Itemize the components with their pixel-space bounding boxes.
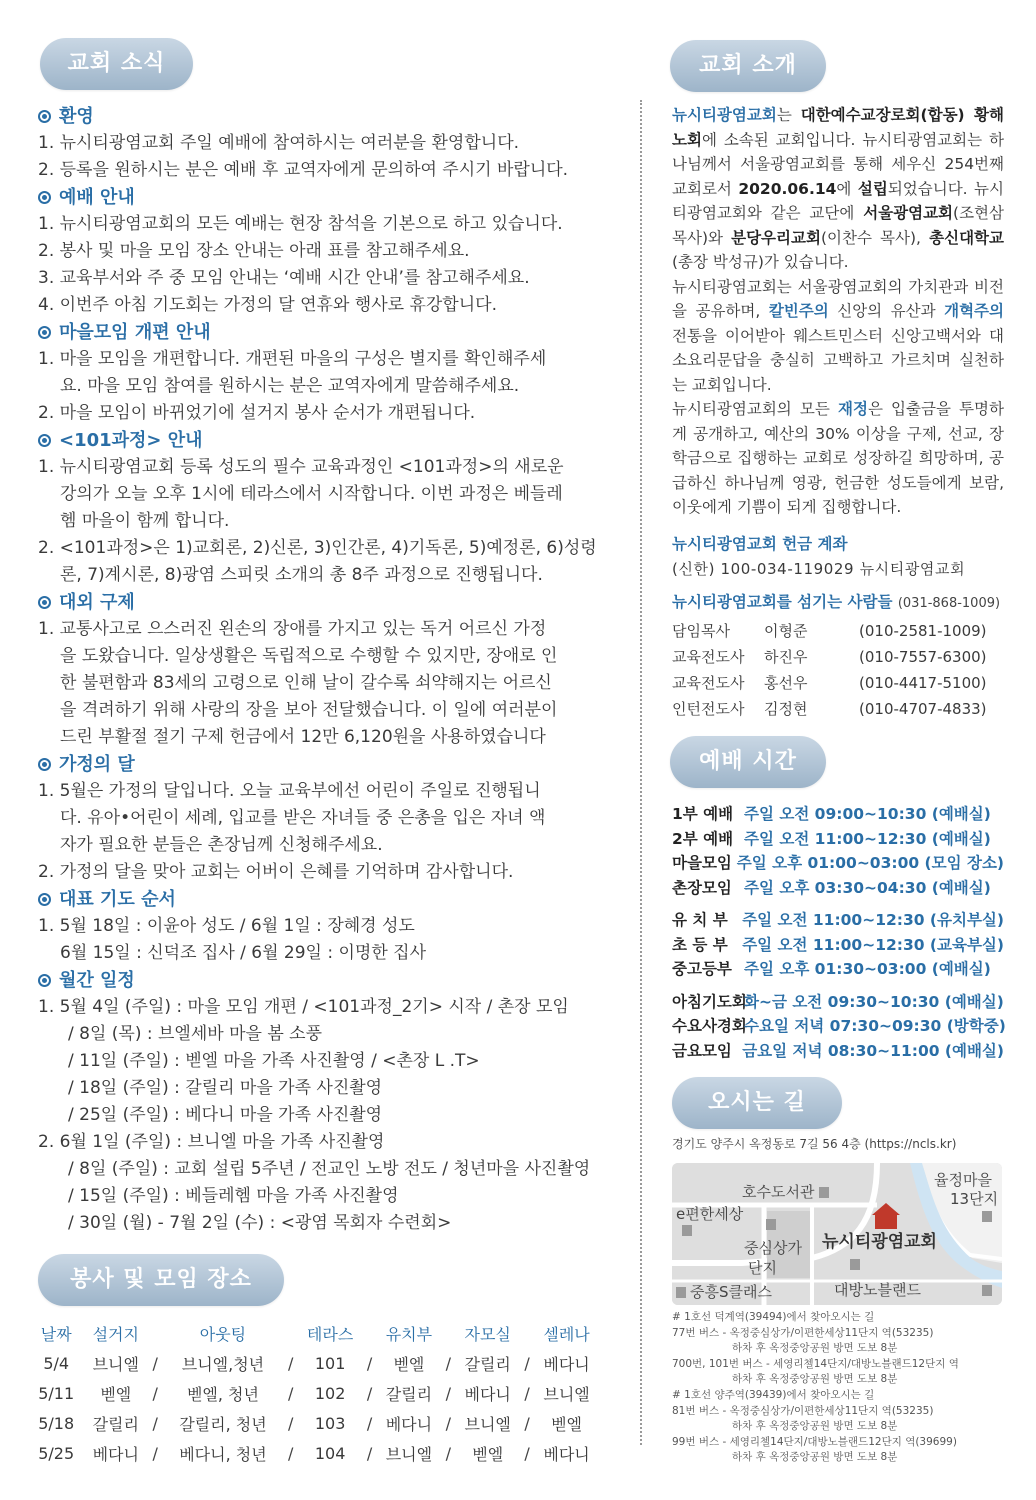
- worship-name: 2부 예배: [672, 829, 734, 848]
- account-title: 뉴시티광염교회 헌금 계좌: [672, 535, 848, 553]
- worship-time: 주일 오후 03:30~04:30 (예배실): [744, 878, 991, 897]
- worship-name: 초 등 부: [672, 935, 728, 954]
- section-heading: [38, 427, 616, 454]
- intro-text: 에 소속된 교회입니다. 뉴시티광염교회는 하나님께서 서울광염교회를 통해 세우신 254번째 교회로서: [672, 130, 1004, 198]
- map-label-jungheung: 중흥S클래스: [676, 1281, 772, 1302]
- news-line: 1. 뉴시티광염교회 주일 예배에 참여하시는 여러분을 환영합니다.: [38, 133, 520, 153]
- separator-slash: /: [152, 1443, 158, 1463]
- column-header: 설거지: [92, 1324, 139, 1344]
- intro-text: 는: [776, 106, 801, 124]
- table-cell: 벧엘: [393, 1354, 425, 1374]
- worship-schedule: [672, 802, 1004, 1071]
- worship-time: 주일 오후 01:30~03:00 (예배실): [744, 960, 991, 978]
- directions-text: [672, 1310, 1004, 1466]
- worship-name: 1부 예배: [672, 805, 734, 823]
- table-row: [30, 1408, 600, 1438]
- staff-cell: 교육전도사: [672, 674, 745, 692]
- news-line: 을 격려하기 위해 사랑의 장을 보아 전달했습니다. 이 일에 여러분이: [60, 700, 558, 720]
- worship-name: 촌장모임: [672, 878, 732, 897]
- column-spacer: [442, 1318, 454, 1348]
- news-line: 1. 5월은 가정의 달입니다. 오늘 교육부에선 어린이 주일로 진행됩니: [38, 781, 541, 801]
- table-cell: 브니엘: [92, 1354, 139, 1374]
- news-line: / 15일 (주일) : 베들레헴 마을 가족 사진촬영: [68, 1186, 399, 1206]
- worship-time: 주일 오전 11:00~12:30 (교육부실): [742, 935, 1004, 954]
- intro-title: 교회 소개: [670, 40, 826, 92]
- worship-group: [672, 990, 1004, 1064]
- offering-account: [672, 532, 1004, 582]
- news-line: / 18일 (주일) : 갈릴리 마을 가족 사진촬영: [68, 1078, 383, 1098]
- table-cell: 베다니, 청년: [179, 1444, 267, 1464]
- news-title: 교회 소식: [40, 38, 193, 90]
- directions-line: 99번 버스 - 세영리첼14단지/대방노블랜드12단지 역(39699): [672, 1435, 957, 1448]
- directions-line: 77번 버스 - 옥정중심상가/이편한세상11단지 역(53235): [672, 1326, 934, 1339]
- directions-title: 오시는 길: [672, 1077, 842, 1129]
- staff-list: [672, 590, 1004, 722]
- intro-text: 대한예수교장로회(합동) 황해노회: [672, 106, 1004, 149]
- table-cell: 갈릴리, 청년: [179, 1414, 267, 1434]
- worship-row: [672, 990, 1004, 1015]
- staff-cell: 하진우: [764, 648, 808, 666]
- intro-text: 에: [836, 179, 858, 198]
- intro-text: 뉴시티광염교회의 모든: [672, 400, 838, 418]
- table-row: [30, 1438, 600, 1468]
- separator-slash: /: [288, 1443, 294, 1463]
- news-line: 1. 교통사고로 으스러진 왼손의 장애를 가지고 있는 독거 어르신 가정: [38, 619, 547, 639]
- staff-cell: 홍선우: [764, 674, 808, 692]
- intro-text: 서울광염교회: [863, 204, 954, 222]
- staff-cell: 교육전도사: [672, 648, 745, 666]
- building-icon: [982, 1211, 992, 1222]
- directions-line: 하차 후 옥정중앙공원 방면 도보 8분: [732, 1342, 898, 1355]
- worship-time: 주일 오전 11:00~12:30 (예배실): [744, 829, 991, 848]
- worship-time: 주일 오전 11:00~12:30 (유치부실): [742, 911, 1004, 929]
- separator-slash: /: [445, 1353, 451, 1373]
- worship-name: 유 치 부: [672, 911, 728, 929]
- worship-time: 주일 오후 01:00~03:00 (모임 장소): [736, 854, 1004, 872]
- column-header: 자모실: [464, 1324, 511, 1344]
- building-icon: [850, 1259, 860, 1270]
- separator-slash: /: [445, 1383, 451, 1403]
- table-cell: 102: [314, 1383, 346, 1403]
- worship-row: [672, 957, 1004, 982]
- news-line: 요. 마을 모임 참여를 원하시는 분은 교역자에게 말씀해주세요.: [60, 376, 520, 396]
- news-line: 2. 봉사 및 마을 모임 장소 안내는 아래 표를 참고해주세요.: [38, 241, 470, 261]
- staff-row: [672, 644, 1004, 670]
- service-table-header: [30, 1318, 600, 1348]
- separator-slash: /: [524, 1443, 530, 1463]
- column-header: 날짜: [40, 1324, 72, 1344]
- table-row: [30, 1348, 600, 1378]
- intro-text: 뉴시티광염교회: [672, 106, 777, 124]
- table-cell: 갈릴리: [385, 1384, 433, 1404]
- building-icon: [982, 1285, 992, 1296]
- section-heading: [38, 103, 616, 130]
- table-cell: 5/18: [38, 1413, 75, 1433]
- intro-text: 총신대학교: [929, 228, 1004, 247]
- column-spacer: [521, 1318, 533, 1348]
- map: [672, 1163, 1002, 1305]
- column-header: 셀레나: [543, 1324, 590, 1344]
- news-line: / 11일 (주일) : 벧엘 마을 가족 사진촬영 / <촌장 L .T>: [68, 1051, 480, 1071]
- news-line: / 8일 (주일) : 교회 설립 5주년 / 전교인 노방 전도 / 청년마을 사진촬영: [68, 1159, 591, 1179]
- directions-line: 81번 버스 - 옥정중심상가/이편한세상11단지 역(53235): [672, 1404, 934, 1417]
- bullet-icon: [38, 191, 51, 204]
- map-label-mall: 중심상가: [744, 1239, 802, 1257]
- intro-text: 재정: [838, 400, 868, 418]
- news-line: 2. <101과정>은 1)교회론, 2)신론, 3)인간론, 4)기독론, 5)예정론, 6)성령: [38, 538, 597, 558]
- news-line: 자가 필요한 분들은 촌장님께 신청해주세요.: [60, 835, 383, 855]
- directions-line: # 1호선 양주역(39439)에서 찾아오시는 길: [672, 1388, 875, 1401]
- intro-text: 신앙의 유산과: [828, 302, 945, 320]
- separator-slash: /: [152, 1413, 158, 1433]
- news-line: 다. 유아•어린이 세례, 입교를 받은 자녀들 중 은총을 입은 자녀 액: [60, 808, 546, 828]
- section-heading: [38, 319, 616, 346]
- column-spacer: [364, 1318, 376, 1348]
- map-label-apt: 율정마을: [934, 1171, 992, 1189]
- staff-cell: (010-7557-6300): [859, 648, 987, 666]
- worship-row: [672, 1039, 1004, 1064]
- news-body: [38, 103, 616, 1237]
- worship-group: [672, 908, 1004, 982]
- separator-slash: /: [524, 1353, 530, 1373]
- intro-text: 분당우리교회: [731, 228, 821, 247]
- section-heading: [38, 751, 616, 778]
- bullet-icon: [38, 758, 51, 771]
- section-heading-text: 예배 안내: [59, 187, 135, 208]
- news-line: / 25일 (주일) : 베다니 마을 가족 사진촬영: [68, 1105, 383, 1125]
- separator-slash: /: [524, 1413, 530, 1433]
- intro-body: [672, 103, 1004, 520]
- intro-text: 전통을 이어받아 웨스트민스터 신앙고백서와 대소요리문답을 충실히 고백하고 가르치며 실천하는 교회입니다.: [672, 326, 1004, 394]
- news-line: 1. 뉴시티광염교회의 모든 예배는 현장 참석을 기본으로 하고 있습니다.: [38, 214, 563, 234]
- map-label-church: 뉴시티광염교회: [822, 1232, 937, 1252]
- table-cell: 베다니: [385, 1414, 433, 1434]
- building-icon: [766, 1219, 776, 1230]
- column-header: 유치부: [385, 1324, 433, 1344]
- worship-name: 중고등부: [672, 960, 732, 978]
- section-heading-text: 마을모임 개편 안내: [59, 322, 211, 343]
- table-cell: 베다니: [543, 1354, 590, 1374]
- news-line: 2. 등록을 원하시는 분은 예배 후 교역자에게 문의하여 주시기 바랍니다.: [38, 160, 569, 180]
- news-line: / 8일 (목) : 브엘세바 마을 봄 소풍: [68, 1024, 323, 1044]
- section-heading: [38, 184, 616, 211]
- separator-slash: /: [445, 1413, 451, 1433]
- news-line: 4. 이번주 아침 기도회는 가정의 달 연휴와 행사로 휴강합니다.: [38, 295, 497, 315]
- section-heading: [38, 589, 616, 616]
- account-number: (신한) 100-034-119029 뉴시티광염교회: [672, 560, 966, 578]
- table-cell: 브니엘: [464, 1414, 511, 1434]
- directions-line: 하차 후 옥정중앙공원 방면 도보 8분: [732, 1373, 898, 1386]
- news-line: 6월 15일 : 신덕조 집사 / 6월 29일 : 이명한 집사: [60, 943, 427, 963]
- table-cell: 103: [314, 1413, 346, 1433]
- separator-slash: /: [288, 1353, 294, 1373]
- table-cell: 5/11: [38, 1383, 75, 1403]
- bullet-icon: [38, 893, 51, 906]
- news-line: 드린 부활절 절기 구제 헌금에서 12만 6,120원을 사용하였습니다: [60, 727, 546, 747]
- section-heading-text: 대표 기도 순서: [59, 889, 176, 910]
- church-phone: (031-868-1009): [897, 596, 1001, 611]
- news-line: 1. 5월 4일 (주일) : 마을 모임 개편 / <101과정_2기> 시작 / 촌장 모임: [38, 997, 569, 1017]
- staff-title: [672, 590, 1004, 616]
- staff-cell: 김정현: [764, 700, 808, 718]
- worship-name: 수요사경회: [672, 1017, 747, 1035]
- staff-row: [672, 618, 1004, 644]
- intro-text: (조현삼 목사)와: [672, 204, 1004, 247]
- staff-row: [672, 696, 1004, 722]
- worship-row: [672, 827, 1004, 852]
- worship-time: 금요일 저녁 08:30~11:00 (예배실): [742, 1041, 1004, 1060]
- staff-cell: 인턴전도사: [672, 700, 745, 718]
- separator-slash: /: [366, 1443, 373, 1463]
- directions-line: 하차 후 옥정중앙공원 방면 도보 8분: [732, 1451, 898, 1464]
- news-line: 론, 7)계시론, 8)광염 스피릿 소개의 총 8주 과정으로 진행됩니다.: [60, 565, 543, 585]
- directions-line: 700번, 101번 버스 - 세영리첼14단지/대방노블랜드12단지 역: [672, 1357, 959, 1370]
- table-cell: 벧엘: [100, 1384, 132, 1404]
- directions-line: # 1호선 덕계역(39494)에서 찾아오시는 길: [672, 1311, 875, 1323]
- worship-row: [672, 802, 1004, 827]
- separator-slash: /: [445, 1443, 451, 1463]
- staff-cell: (010-4707-4833): [859, 700, 987, 718]
- table-cell: 벧엘: [551, 1414, 583, 1434]
- map-label-e-apt: e편한세상: [676, 1205, 744, 1223]
- column-header: 아웃팅: [199, 1324, 247, 1344]
- table-cell: 베다니: [464, 1384, 511, 1404]
- building-icon: [682, 1225, 692, 1236]
- worship-row: [672, 908, 1004, 933]
- staff-cell: 이형준: [764, 622, 808, 640]
- service-title: 봉사 및 모임 장소: [38, 1254, 284, 1306]
- bullet-icon: [38, 110, 51, 123]
- worship-row: [672, 851, 1004, 876]
- worship-row: [672, 933, 1004, 958]
- map-label-apt-2: 13단지: [950, 1190, 999, 1208]
- separator-slash: /: [152, 1353, 158, 1373]
- column-header: 테라스: [306, 1324, 354, 1344]
- worship-name: 아침기도회: [672, 992, 747, 1011]
- intro-text: 되었습니다. 뉴시티광염교회와 같은 교단에: [672, 179, 1005, 222]
- staff-row: [672, 670, 1004, 696]
- news-line: 헴 마을이 함께 합니다.: [60, 511, 230, 531]
- worship-time: 주일 오전 09:00~10:30 (예배실): [744, 805, 991, 823]
- intro-text: 칼빈주의: [768, 302, 829, 320]
- news-line: 1. 5월 18일 : 이윤아 성도 / 6월 1일 : 장혜경 성도: [38, 916, 415, 936]
- column-divider: [640, 100, 642, 1445]
- table-cell: 갈릴리: [464, 1354, 511, 1374]
- news-line: 1. 마을 모임을 개편합니다. 개편된 마을의 구성은 별지를 확인해주세: [38, 349, 547, 369]
- news-line: 한 불편함과 83세의 고령으로 인해 날이 갈수록 쇠약해지는 어르신: [60, 673, 552, 693]
- staff-cell: 담임목사: [672, 622, 730, 640]
- worship-name: 마을모임: [672, 854, 732, 872]
- worship-time: 수요일 저녁 07:30~09:30 (방학중): [744, 1017, 1006, 1035]
- table-cell: 104: [314, 1443, 346, 1463]
- section-heading: [38, 886, 616, 913]
- news-line: 2. 6월 1일 (주일) : 브니엘 마을 가족 사진촬영: [38, 1132, 385, 1152]
- news-line: 3. 교육부서와 주 중 모임 안내는 ‘예배 시간 안내’를 참고해주세요.: [38, 268, 530, 288]
- bullet-icon: [38, 434, 51, 447]
- news-line: 을 도왔습니다. 일상생활은 독립적으로 수행할 수 있지만, 장애로 인: [60, 646, 558, 666]
- intro-text: 2020.06.14: [738, 179, 837, 198]
- map-label-daebang: 대방노블랜드: [834, 1281, 921, 1299]
- separator-slash: /: [524, 1383, 530, 1403]
- table-cell: 갈릴리: [92, 1414, 139, 1434]
- section-heading: [38, 967, 616, 994]
- address: 경기도 양주시 옥정동로 7길 56 4층 (https://ncls.kr): [672, 1137, 957, 1151]
- news-line: 1. 뉴시티광염교회 등록 성도의 필수 교육과정인 <101과정>의 새로운: [38, 457, 564, 477]
- intro-text: 설립: [857, 179, 888, 198]
- intro-paragraph-1: [672, 103, 1004, 275]
- worship-row: [672, 876, 1004, 901]
- worship-group: [672, 802, 1004, 900]
- directions-line: 하차 후 옥정중앙공원 방면 도보 8분: [732, 1420, 898, 1433]
- staff-title-text: 뉴시티광염교회를 섬기는 사람들: [672, 593, 893, 611]
- worship-title: 예배 시간: [670, 736, 826, 788]
- table-cell: 벧엘, 청년: [186, 1384, 259, 1404]
- section-heading-text: 월간 일정: [59, 970, 135, 991]
- intro-text: (이찬수 목사),: [820, 228, 930, 247]
- separator-slash: /: [288, 1383, 294, 1403]
- bullet-icon: [38, 596, 51, 609]
- section-heading-text: 대외 구제: [59, 592, 135, 613]
- bullet-icon: [38, 974, 51, 987]
- table-cell: 101: [314, 1353, 346, 1373]
- service-table: [30, 1318, 600, 1468]
- news-line: 2. 가정의 달을 맞아 교회는 어버이 은혜를 기억하며 감사합니다.: [38, 862, 514, 882]
- column-spacer: [149, 1318, 161, 1348]
- staff-cell: (010-4417-5100): [859, 674, 987, 692]
- separator-slash: /: [366, 1353, 373, 1373]
- section-heading-text: 환영: [59, 106, 94, 127]
- table-cell: 5/4: [43, 1353, 70, 1373]
- intro-text: (총장 박성규)가 있습니다.: [672, 253, 849, 271]
- table-cell: 브니엘: [543, 1384, 590, 1404]
- table-cell: 브니엘: [385, 1444, 433, 1464]
- separator-slash: /: [288, 1413, 294, 1433]
- table-cell: 베다니: [92, 1444, 139, 1464]
- section-heading-text: <101과정> 안내: [59, 430, 203, 451]
- news-line: / 30일 (월) - 7월 2일 (수) : <광염 목회자 수련회>: [68, 1213, 452, 1233]
- table-cell: 브니엘,청년: [181, 1354, 265, 1374]
- worship-row: [672, 1014, 1004, 1039]
- table-cell: 5/25: [38, 1443, 75, 1463]
- intro-paragraph-3: [672, 397, 1004, 520]
- intro-text: 개혁주의: [944, 302, 1004, 320]
- separator-slash: /: [366, 1383, 373, 1403]
- column-spacer: [285, 1318, 297, 1348]
- intro-paragraph-2: [672, 275, 1004, 398]
- news-line: 강의가 오늘 오후 1시에 테라스에서 시작합니다. 이번 과정은 베들레: [60, 484, 563, 504]
- table-cell: 베다니: [543, 1444, 590, 1464]
- table-row: [30, 1378, 600, 1408]
- worship-name: 금요모임: [672, 1041, 732, 1060]
- table-cell: 벧엘: [472, 1444, 504, 1464]
- bullet-icon: [38, 326, 51, 339]
- worship-time: 화~금 오전 09:30~10:30 (예배실): [744, 992, 1004, 1011]
- map-label-mall-2: 단지: [748, 1259, 777, 1277]
- section-heading-text: 가정의 달: [59, 754, 135, 775]
- separator-slash: /: [366, 1413, 373, 1433]
- staff-cell: (010-2581-1009): [859, 622, 987, 640]
- intro-text: 뉴시티광염교회는 서울광염교회의 가치관과 비전을 공유하며,: [672, 277, 1004, 320]
- map-label-library: 호수도서관: [742, 1181, 833, 1202]
- intro-text: 은 입출금을 투명하게 공개하고, 예산의 30% 이상을 구제, 선교, 장학금으로 집행하는 교회로 성장하길 희망하며, 공급하신 하나님께 영광, 헌금한 성도들에게 보람, 이웃에게 기쁨이 되게 집행합니다.: [672, 400, 1004, 516]
- news-line: 2. 마을 모임이 바뀌었기에 설거지 봉사 순서가 개편됩니다.: [38, 403, 476, 423]
- separator-slash: /: [152, 1383, 158, 1403]
